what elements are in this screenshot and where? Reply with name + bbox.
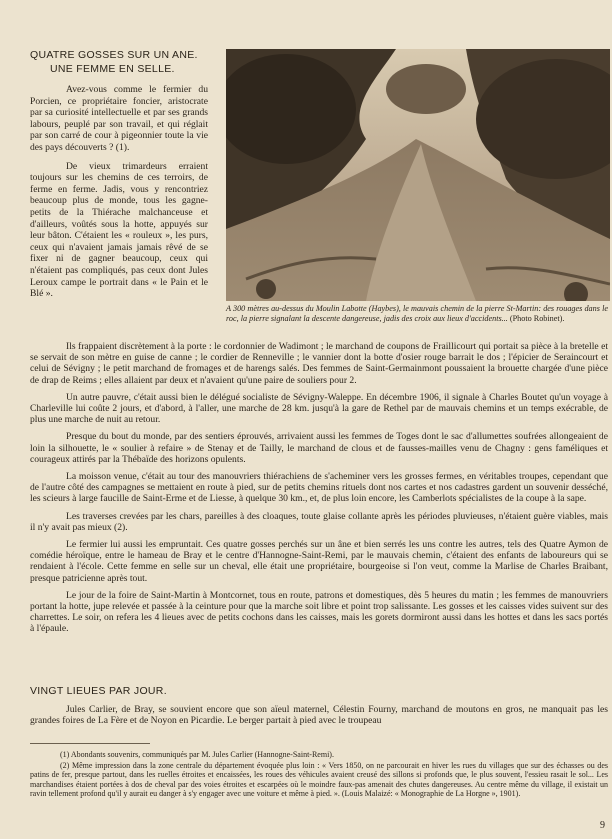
landscape-photo	[226, 49, 610, 301]
paragraph: De vieux trimardeurs erraient toujours sur les chemins de ces terroirs, de ferme en ferme. Jadis, vous y rencontriez beaucoup plus de monde, tous les gagne-petits de la Thiérache malchanceuse et d'ailleurs, voûtés sous la hotte, appuyés sur leur bâton. C'étaient les « rouleux », les purs, ceux qui n'avaient jamais jamais rêvé de se fixer ni de gagner beaucoup, ceux qui n'étaient pas compliqués, pas ceux dont Jules Leroux campe le portrait dans « le Pain et le Blé ».	[30, 160, 208, 300]
paragraph: Avez-vous comme le fermier du Porcien, ce propriétaire foncier, aristocrate par sa curiosité intellectuelle et par ses grands labours, peuplé par son travail, et qui réglait par son carré de cour à pigeonnier toute la vie des pays découverts ? (1).	[30, 84, 208, 153]
paragraph: Presque du bout du monde, par des sentiers éprouvés, arrivaient aussi les femmes de Toges dont le sac d'allumettes soufrées allongeaient de loin la silhouette, le « soulier à refaire » de Stenay et de Tailly, le marchand de clous et de fausses-mailles venu de Chagny : gens faméliques et courageux attirés par la Thébaïde des horizons opulents.	[30, 431, 608, 465]
paragraph: Le jour de la foire de Saint-Martin à Montcornet, tous en route, patrons et domestiques, dès 5 heures du matin ; les femmes de manouvriers portant la hotte, jupe relevée et passée à la ceinture pour que la marche soit libre et point trop salissante. Les gosses et les caisses vides suivent sur des charrettes. Le soir, on refera les 4 lieues avec de petits cochons dans les caisses, mais les gorets dormiront aussi dans les hottes et dans les sacs portés à l'épaule.	[30, 589, 608, 635]
paragraph: Un autre pauvre, c'était aussi bien le délégué socialiste de Sévigny-Waleppe. En décembre 1906, il signale à Charles Boutet qu'un voyage à Charleville lui coûte 2 jours, et d'abord, à l'aller, une marche de 28 km. jusqu'à la gare de Rethel par de mauvais chemins et un temps exécrable, de plus une marche de nuit au retour.	[30, 391, 608, 426]
last-paragraph-block	[30, 704, 608, 732]
photo-image	[226, 49, 610, 301]
paragraph: Les traverses crevées par les chars, pareilles à des cloaques, toute glaise collante après les périodes pluvieuses, n'étaient guère viables, mais il n'y avait pas mieux (2).	[30, 510, 608, 533]
section-heading-1-line1: QUATRE GOSSES SUR UN ANE.	[30, 49, 198, 61]
paragraph: La moisson venue, c'était au tour des manouvriers thiérachiens de s'acheminer vers les grosses fermes, en véritables troupes, cependant que de l'autre côté des campagnes se mettaient en route à pied, sur de petits chemins rituels dont nos cartes et nos cadastres gardent un souvenir desséché, les scieurs à large faucille de Saint-Erme et de Liesse, à quelque 30 km., et, de plus loin encore, les Camberlots spécialistes de la coupe à la sape.	[30, 471, 608, 505]
paragraph: Le fermier lui aussi les empruntait. Ces quatre gosses perchés sur un âne et bien serrés les uns contre les autres, tels des Quatre Aymon de comédie héroïque, entre le hameau de Bray et le centre d'Hannogne-Saint-Remi, par le mauvais chemin, c'étaient des enfants de laboureurs qui se rendaient à l'école. Cette femme en selle sur un cheval, elle était une propriétaire, bourgeoise si l'on veut, comme la Marlise de Charles Braibant, presque patricienne après tout.	[30, 539, 608, 584]
caption-text: A 300 mètres au-dessus du Moulin Labotte (Haybes), le mauvais chemin de la pierre St-Martin: des rouages dans le roc, la pierre signalant la descente dangereuse, jadis des croix aux lieux d'accidents...	[226, 304, 608, 323]
photo-caption	[226, 304, 608, 324]
body-text	[30, 341, 608, 641]
section-heading-1-line2: UNE FEMME EN SELLE.	[50, 63, 175, 75]
footnote-rule	[30, 743, 150, 744]
left-column	[30, 84, 208, 307]
paragraph: Ils frappaient discrètement à la porte : le cordonnier de Wadimont ; le marchand de coupons de Fraillicourt qui portait sa pièce à la bretelle et se servait de son mètre en guise de canne ; le cordier de Renneville ; le vannier dont la botte d'osier rouge barrait le dos ; l'épicier de Seraincourt et celui de Sévigny ; le petit marchand de fromages et de harengs salés. Des femmes de Saint-Germainmont poussaient la brouette chargée d'une pièce de drap de Reims ; elles allaient par deux et n'avaient qu'une paire de souliers pour 2.	[30, 341, 608, 386]
footnote: (1) Abondants souvenirs, communiqués par M. Jules Carlier (Hannogne-Saint-Remi).	[60, 750, 334, 759]
footnotes	[30, 750, 608, 800]
page-number: 9	[600, 820, 605, 831]
footnote: (2) Même impression dans la zone centrale du département évoquée plus loin : « Vers 1850, on ne parcourait en hiver les rues du villages que sur des échasses ou des patins de fer, presque partout, dans les ruelles étroites et encaissées, les roues des véhicules avaient creusé des sillons si profonds que, le plus souvent, l'essieu rasait le sol... Les marchandises étaient portées à dos de cheval par des voies étroites et escarpées où le moindre faux-pas amenait des chutes dangereuses. Au centre même du village, il existait un ravin tellement profond qu'il y aurait eu danger à s'y engager avec une voiture et même à pied. ». (Louis Malaizé: « Monographie de La Horgne », 1901).	[30, 760, 608, 799]
paragraph: Jules Carlier, de Bray, se souvient encore que son aïeul maternel, Célestin Fourny, marchand de moutons en gros, ne manquait pas les grandes foires de La Fère et de Noyon en Picardie. Le berger partait à pied avec le troupeau	[30, 704, 608, 727]
photo-credit: (Photo Robinet).	[509, 313, 565, 323]
section-heading-2: VINGT LIEUES PAR JOUR.	[30, 685, 167, 697]
